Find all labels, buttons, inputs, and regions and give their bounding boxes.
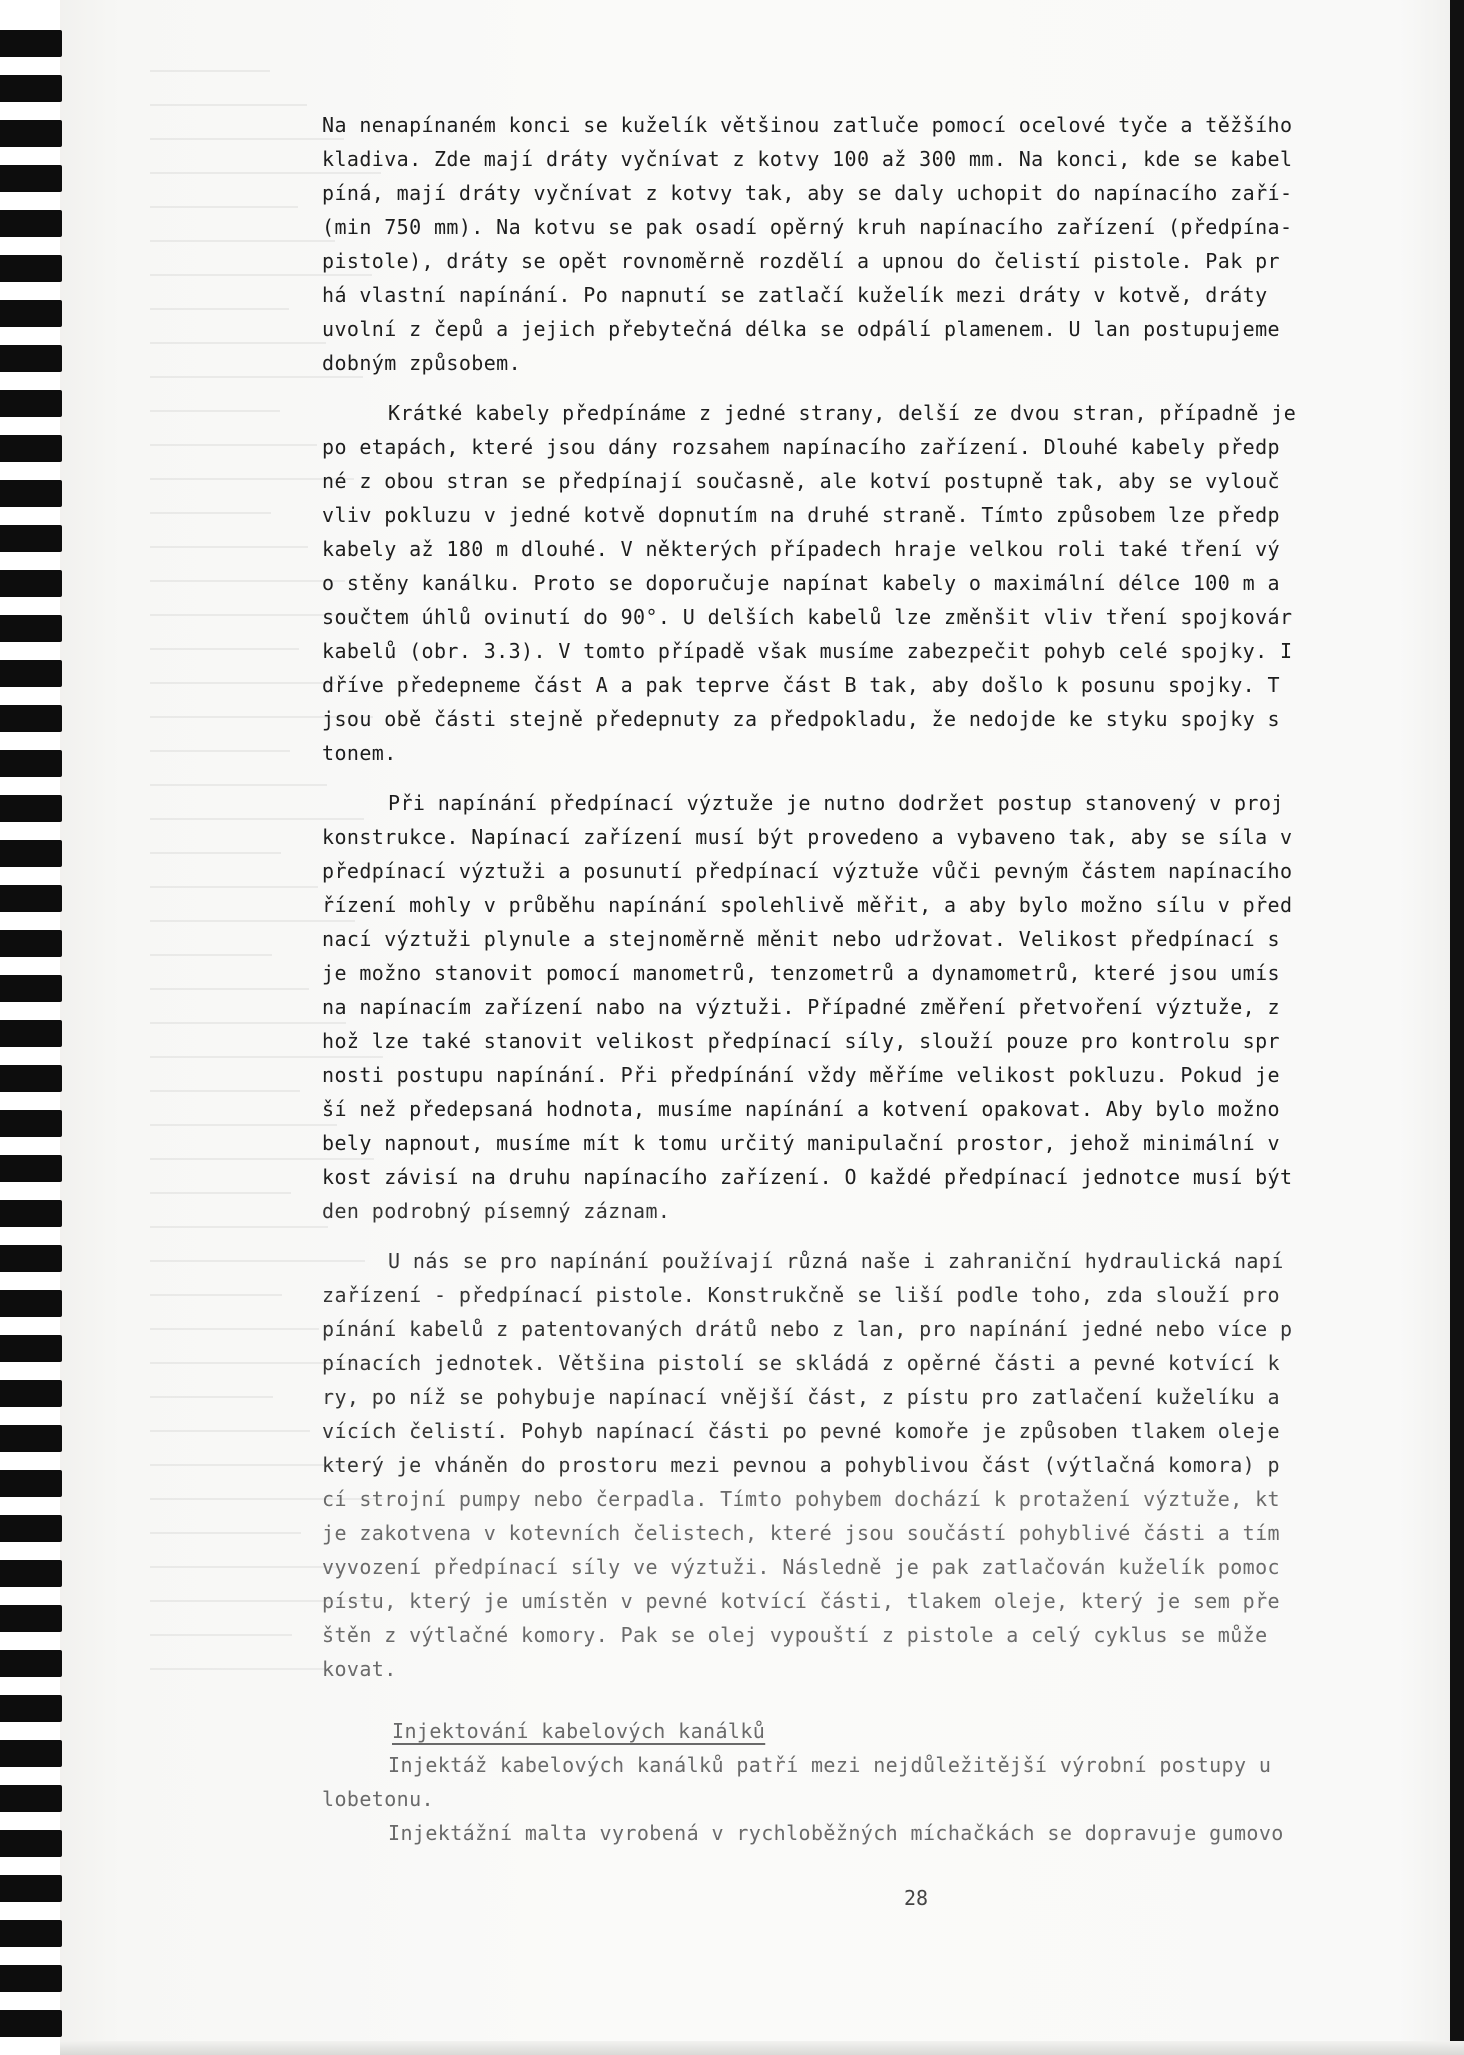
ghost-line [150, 342, 326, 344]
paragraph-gap [322, 380, 1430, 396]
text-line: Na nenapínaném konci se kuželík většinou zatluče pomocí ocelové tyče a těžšího [322, 113, 1293, 137]
text-line: kabelů (obr. 3.3). V tomto případě však musíme zabezpečit pohyb celé spojky. I [322, 639, 1293, 663]
binding-ring [0, 1650, 62, 1677]
binding-ring [0, 1740, 62, 1767]
binding-ring [0, 390, 62, 417]
ghost-line [150, 308, 289, 310]
text-line: Krátké kabely předpínáme z jedné strany, delší ze dvou stran, případně je [388, 401, 1297, 425]
paragraph-gap [322, 1686, 1430, 1702]
ghost-line [150, 1566, 338, 1568]
text-line: jsou obě části stejně předepnuty za předpokladu, že nedojde ke styku spojky s [322, 707, 1280, 731]
ghost-line [150, 1090, 300, 1092]
ghost-line [150, 1464, 347, 1466]
binding-ring [0, 1425, 62, 1452]
binding-ring [0, 1965, 62, 1992]
ghost-line [150, 1124, 337, 1126]
ghost-line [150, 852, 281, 854]
binding-ring [0, 1470, 62, 1497]
ghost-line [150, 512, 271, 514]
ghost-line [150, 1430, 310, 1432]
binding-ring [0, 2010, 62, 2037]
text-line: vících čelistí. Pohyb napínací části po pevné komoře je způsoben tlakem oleje [322, 1419, 1280, 1443]
text-line: kost závisí na druhu napínacího zařízení. O každé předpínací jednotce musí být [322, 1165, 1293, 1189]
text-line: tonem. [322, 741, 397, 765]
binding-ring [0, 615, 62, 642]
text-line: pístu, který je umístěn v pevné kotvící části, tlakem oleje, který je sem pře [322, 1589, 1280, 1613]
binding-ring [0, 255, 62, 282]
text-line: pistole), dráty se opět rovnoměrně rozdělí a upnou do čelistí pistole. Pak pr [322, 249, 1280, 273]
binding-ring [0, 525, 62, 552]
section-heading: Injektování kabelových kanálků [392, 1719, 766, 1743]
ghost-line [150, 1328, 319, 1330]
binding-ring [0, 75, 62, 102]
ghost-line [150, 546, 308, 548]
binding-ring [0, 480, 62, 507]
text-line: pínacích jednotek. Většina pistolí se skládá z opěrné části a pevné kotvící k [322, 1351, 1280, 1375]
page-number: 28 [903, 1886, 929, 1910]
ghost-line [150, 954, 272, 956]
text-line: den podrobný písemný záznam. [322, 1199, 671, 1223]
text-line: pínání kabelů z patentovaných drátů nebo z lan, pro napínání jedné nebo více p [322, 1317, 1293, 1341]
binding-ring [0, 1920, 62, 1947]
ghost-line [150, 1532, 301, 1534]
ghost-line [150, 1634, 292, 1636]
text-line: nací výztuži plynule a stejnoměrně měnit nebo udržovat. Velikost předpínací s [322, 927, 1280, 951]
binding-ring [0, 660, 62, 687]
binding-ring [0, 435, 62, 462]
text-line: kabely až 180 m dlouhé. V některých případech hraje velkou roli také tření vý [322, 537, 1280, 561]
page-edge-shadow [1450, 0, 1464, 2055]
binding-ring [0, 1785, 62, 1812]
ghost-line [150, 1294, 282, 1296]
ghost-line [150, 444, 317, 446]
binding-ring [0, 1335, 62, 1362]
section-heading-line [322, 1702, 1430, 1748]
ghost-line [150, 1192, 291, 1194]
binding-ring [0, 1020, 62, 1047]
text-line: Injektážní malta vyrobená v rychloběžných míchačkách se dopravuje gumovo [388, 1821, 1284, 1845]
binding-ring [0, 1830, 62, 1857]
binding-ring [0, 1290, 62, 1317]
ghost-line [150, 1396, 273, 1398]
text-line: po etapách, které jsou dány rozsahem napínacího zařízení. Dlouhé kabely předp [322, 435, 1280, 459]
text-line: součtem úhlů ovinutí do 90°. U delších kabelů lze změnšit vliv tření spojkovár [322, 605, 1293, 629]
ghost-line [150, 70, 270, 72]
ghost-line [150, 750, 290, 752]
ghost-line [150, 988, 309, 990]
text-line: nosti postupu napínání. Při předpínání vždy měříme velikost pokluzu. Pokud je [322, 1063, 1280, 1087]
binding-ring [0, 1155, 62, 1182]
ghost-line [150, 886, 318, 888]
binding-ring [0, 1380, 62, 1407]
ghost-line [150, 1668, 329, 1670]
ghost-line [150, 784, 327, 786]
binding-ring [0, 930, 62, 957]
ghost-line [150, 206, 298, 208]
text-line: vliv pokluzu v jedné kotvě dopnutím na druhé straně. Tímto způsobem lze předp [322, 503, 1280, 527]
page-bottom-edge [60, 2041, 1464, 2055]
binding-ring [0, 705, 62, 732]
binding-ring [0, 1560, 62, 1587]
text-line: zařízení - předpínací pistole. Konstrukčně se liší podle toho, zda slouží pro [322, 1283, 1280, 1307]
ghost-line [150, 240, 335, 242]
binding-ring [0, 30, 62, 57]
binding-ring [0, 885, 62, 912]
text-line: vyvození předpínací síly ve výztuži. Následně je pak zatlačován kuželík pomoc [322, 1555, 1280, 1579]
text-line: který je vháněn do prostoru mezi pevnou a pohyblivou část (výtlačná komora) p [322, 1453, 1280, 1477]
binding-ring [0, 345, 62, 372]
ghost-line [150, 138, 344, 140]
ghost-line [150, 580, 345, 582]
binding-ring [0, 210, 62, 237]
text-line: U nás se pro napínání používají různá naše i zahraniční hydraulická napí [388, 1249, 1284, 1273]
text-line: bely napnout, musíme mít k tomu určitý manipulační prostor, jehož minimální v [322, 1131, 1280, 1155]
text-line: o stěny kanálku. Proto se doporučuje napínat kabely o maximální délce 100 m a [322, 571, 1280, 595]
text-line: né z obou stran se předpínají současně, ale kotví postupně tak, aby se vylouč [322, 469, 1280, 493]
binding-ring [0, 1245, 62, 1272]
text-line: předpínací výztuži a posunutí předpínací výztuže vůči pevným částem napínacího [322, 859, 1293, 883]
text-line: uvolní z čepů a jejich přebytečná délka se odpálí plamenem. U lan postupujeme [322, 317, 1280, 341]
text-line: je zakotvena v kotevních čelistech, které jsou součástí pohyblivé části a tím [322, 1521, 1280, 1545]
binding-ring [0, 165, 62, 192]
text-line: hož lze také stanovit velikost předpínací síly, slouží pouze pro kontrolu spr [322, 1029, 1280, 1053]
ghost-line [150, 1226, 328, 1228]
text-line: dobným způsobem. [322, 351, 522, 375]
text-line: dříve předepneme část A a pak teprve část B tak, aby došlo k posunu spojky. T [322, 673, 1280, 697]
ghost-line [150, 648, 299, 650]
text-line: cí strojní pumpy nebo čerpadla. Tímto pohybem dochází k protažení výztuže, kt [322, 1487, 1280, 1511]
binding-ring [0, 750, 62, 777]
text-line: (min 750 mm). Na kotvu se pak osadí opěrný kruh napínacího zařízení (předpína- [322, 215, 1293, 239]
binding-ring [0, 1695, 62, 1722]
text-line: kovat. [322, 1657, 397, 1681]
binding-ring [0, 1875, 62, 1902]
binding-ring [0, 1605, 62, 1632]
body-text [322, 108, 1430, 1845]
binding-ring [0, 840, 62, 867]
text-line: konstrukce. Napínací zařízení musí být provedeno a vybaveno tak, aby se síla v [322, 825, 1293, 849]
binding-ring [0, 795, 62, 822]
paragraph-gap [322, 770, 1430, 786]
ghost-line [150, 410, 280, 412]
text-line: Injektáž kabelových kanálků patří mezi nejdůležitější výrobní postupy u [388, 1753, 1272, 1777]
binding-ring [0, 975, 62, 1002]
binding-ring [0, 120, 62, 147]
text-line: há vlastní napínání. Po napnutí se zatlačí kuželík mezi dráty v kotvě, dráty [322, 283, 1268, 307]
ghost-line [150, 1022, 346, 1024]
text-line: ry, po níž se pohybuje napínací vnější část, z pístu pro zatlačení kuželíku a [322, 1385, 1280, 1409]
binding-ring [0, 1065, 62, 1092]
ghost-line [150, 682, 336, 684]
text-line: na napínacím zařízení nabo na výztuži. Případné změření přetvoření výztuže, z [322, 995, 1280, 1019]
binding-ring [0, 1200, 62, 1227]
ghost-line [150, 104, 307, 106]
binding-ring [0, 300, 62, 327]
text-line: řízení mohly v průběhu napínání spolehlivě měřit, a aby bylo možno sílu v před [322, 893, 1293, 917]
spiral-binding [0, 0, 60, 2055]
text-line: ší než předepsaná hodnota, musíme napínání a kotvení opakovat. Aby bylo možno [322, 1097, 1280, 1121]
text-line: lobetonu. [322, 1787, 434, 1811]
binding-ring [0, 1110, 62, 1137]
binding-ring [0, 570, 62, 597]
binding-ring [0, 1515, 62, 1542]
paragraph-gap [322, 1228, 1430, 1244]
text-line: je možno stanovit pomocí manometrů, tenzometrů a dynamometrů, které jsou umís [322, 961, 1280, 985]
text-line: píná, mají dráty vyčnívat z kotvy tak, aby se daly uchopit do napínacího zaří- [322, 181, 1293, 205]
text-line: Při napínání předpínací výztuže je nutno dodržet postup stanovený v proj [388, 791, 1284, 815]
text-line: štěn z výtlačné komory. Pak se olej vypouští z pistole a celý cyklus se může [322, 1623, 1268, 1647]
text-line: kladiva. Zde mají dráty vyčnívat z kotvy 100 až 300 mm. Na konci, kde se kabel [322, 147, 1293, 171]
